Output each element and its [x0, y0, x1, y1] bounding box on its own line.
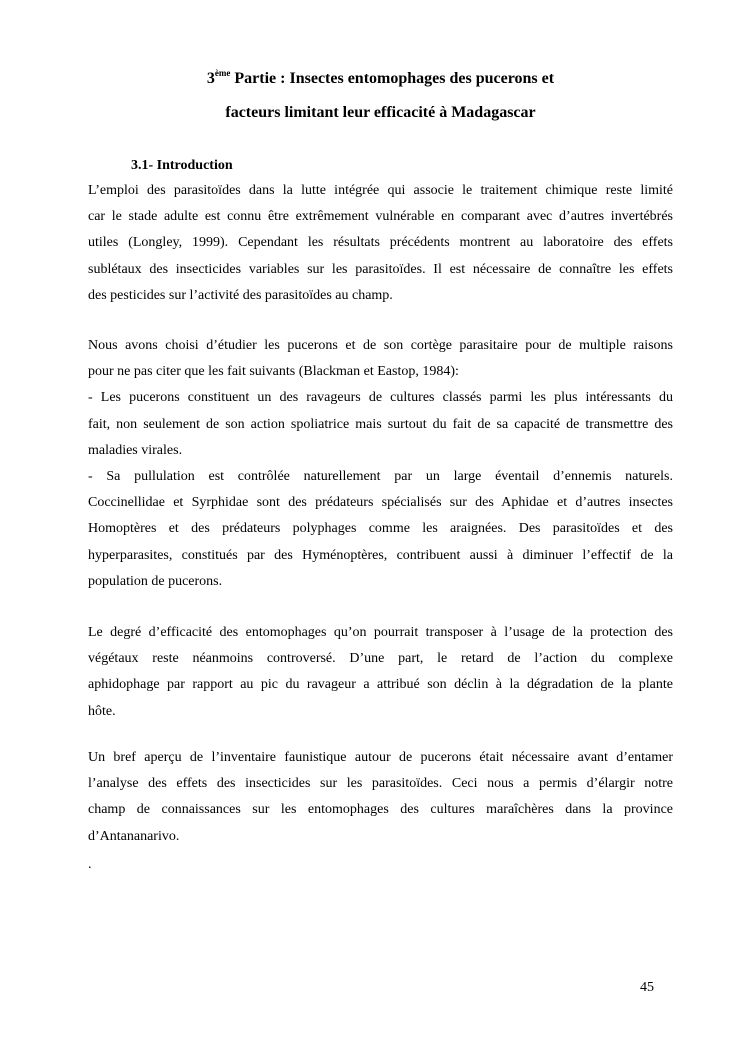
part-number: 3 — [206, 70, 215, 87]
paragraph-line: - Sa pullulation est contrôlée naturellement par un large éventail d’ennemis naturels. — [88, 469, 673, 485]
part-number-superscript: ème — [214, 68, 231, 78]
paragraph-line: Coccinellidae et Syrphidae sont des prédateurs spécialisés sur des Aphidae et d’autres insectes — [88, 495, 673, 511]
paragraph-line: fait, non seulement de son action spoliatrice mais surtout du fait de sa capacité de transmettre des — [88, 416, 673, 432]
part-title-text: Partie : Insectes entomophages des pucerons et — [230, 70, 555, 87]
paragraph-line: sublétaux des insecticides variables sur les parasitoïdes. Il est nécessaire de connaître les effets — [88, 261, 673, 277]
page-number: 45 — [640, 980, 654, 995]
paragraph-line: - Les pucerons constituent un des ravageurs de cultures classés parmi les plus intéressants du — [88, 390, 673, 406]
paragraph-line: Homoptères et des prédateurs polyphages comme les araignées. Des parasitoïdes et des — [88, 521, 673, 537]
section-heading: 3.1- Introduction — [131, 158, 233, 173]
paragraph-line: l’analyse des effets des insecticides sur les parasitoïdes. Ceci nous a permis d’élargir notre — [88, 776, 673, 792]
paragraph-line: des pesticides sur l’activité des parasitoïdes au champ. — [88, 287, 393, 303]
paragraph-line: car le stade adulte est connu être extrêmement vulnérable en comparant avec d’autres invertébrés — [88, 209, 673, 225]
paragraph-line: Un bref aperçu de l’inventaire faunistique autour de pucerons était nécessaire avant d’entamer — [88, 750, 673, 765]
paragraph-4 — [88, 745, 673, 850]
part-title-line-1 — [88, 69, 673, 89]
paragraph-1 — [88, 178, 673, 309]
paragraph-line: population de pucerons. — [88, 573, 223, 589]
paragraph-line: végétaux reste néanmoins controversé. D’une part, le retard de l’action du complexe — [88, 651, 673, 667]
paragraph-line: champ de connaissances sur les entomophages des cultures maraîchères dans la province — [88, 802, 673, 818]
paragraph-3 — [88, 620, 673, 725]
paragraph-line: maladies virales. — [88, 442, 183, 458]
paragraph-line: aphidophage par rapport au pic du ravageur a attribué son déclin à la dégradation de la plante — [88, 677, 673, 693]
paragraph-line: hôte. — [88, 703, 116, 719]
paragraph-line: pour ne pas citer que les fait suivants (Blackman et Eastop, 1984): — [88, 364, 459, 380]
paragraph-line: L’emploi des parasitoïdes dans la lutte intégrée qui associe le traitement chimique reste limité — [88, 183, 673, 198]
paragraph-2 — [88, 333, 673, 595]
paragraph-line: Le degré d’efficacité des entomophages qu’on pourrait transposer à l’usage de la protection des — [88, 625, 673, 640]
paragraph-line: utiles (Longley, 1999). Cependant les résultats précédents montrent au laboratoire des effets — [88, 235, 673, 251]
part-title-line-2: facteurs limitant leur efficacité à Madagascar — [225, 104, 536, 121]
trailing-dot: . — [88, 857, 92, 872]
paragraph-line: d’Antananarivo. — [88, 828, 180, 844]
paragraph-line: hyperparasites, constitués par des Hyménoptères, contribuent aussi à diminuer l’effectif de la — [88, 547, 673, 563]
paragraph-line: Nous avons choisi d’étudier les pucerons et de son cortège parasitaire pour de multiple raisons — [88, 338, 673, 353]
